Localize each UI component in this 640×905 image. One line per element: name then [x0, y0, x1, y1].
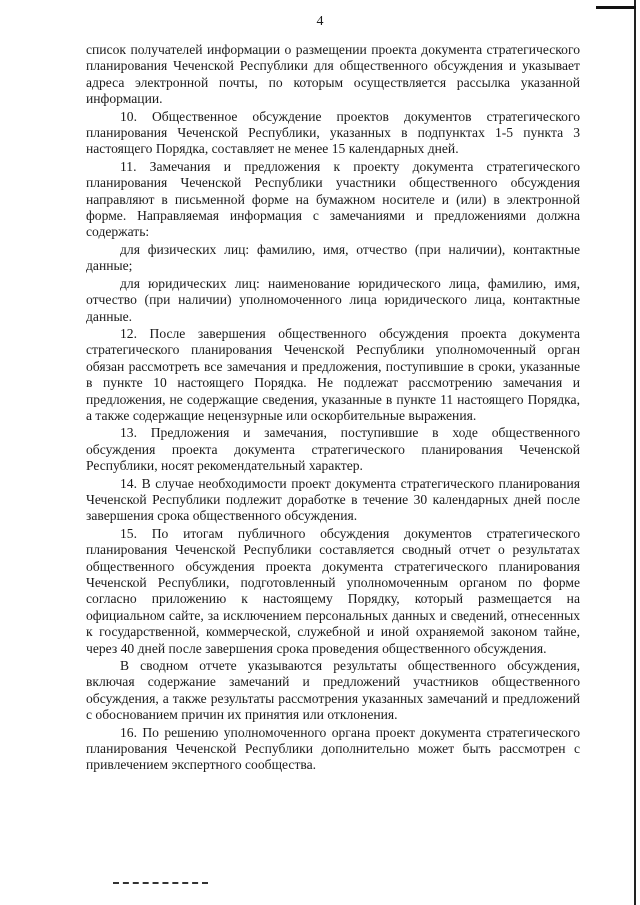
- paragraph-11: 11. Замечания и предложения к проекту документа стратегического планирования Чеченской Республики участники общественного обсуждения направляют в письменной форме на бумажном носителе и (или) в электронной форме. Направляемая информация с замечаниями и предложениями должна содержать:: [86, 158, 580, 240]
- paragraph-10: 10. Общественное обсуждение проектов документов стратегического планирования Чеченской Республики, указанных в подпунктах 1-5 пункта 3 настоящего Порядка, составляет не менее 15 календарных дней.: [86, 108, 580, 157]
- paragraph-13: 13. Предложения и замечания, поступившие в ходе общественного обсуждения проекта документа стратегического планирования Чеченской Республики, носят рекомендательный характер.: [86, 425, 580, 474]
- page-number: 4: [316, 14, 324, 29]
- paragraph-recipients-list: список получателей информации о размещении проекта документа стратегического планирования Чеченской Республики для общественного обсуждения и указывает адреса электронной почты, по которым осуществляется рассылка указанной информации.: [86, 42, 580, 107]
- paragraph-15: 15. По итогам публичного обсуждения документов стратегического планирования Чеченской Республики составляется сводный отчет о результатах общественного обсуждения проекта документа стратегического планирования Чеченской Республики, подготовленный уполномоченным органом по форме согласно приложению к настоящему Порядку, который размещается на официальном сайте, за исключением персональных данных и сведений, отнесенных к государственной, коммерческой, служебной и иной охраняемой законом тайне, через 40 дней после завершения срока проведения общественного обсуждения.: [86, 525, 580, 656]
- paragraph-11-legal-entities: для юридических лиц: наименование юридического лица, фамилию, имя, отчество (при наличии) уполномоченного лица юридического лица, контактные данные.: [86, 275, 580, 324]
- paragraph-14: 14. В случае необходимости проект документа стратегического планирования Чеченской Республики подлежит доработке в течение 30 календарных дней после завершения срока общественного обсуждения.: [86, 475, 580, 524]
- paragraph-16: 16. По решению уполномоченного органа проект документа стратегического планирования Чеченской Республики дополнительно может быть рассмотрен с привлечением экспертного сообщества.: [86, 724, 580, 773]
- scan-edge-mark: [596, 6, 636, 9]
- document-body: [86, 42, 580, 774]
- paragraph-11-individuals: для физических лиц: фамилию, имя, отчество (при наличии), контактные данные;: [86, 241, 580, 274]
- paragraph-12: 12. После завершения общественного обсуждения проекта документа стратегического планирования Чеченской Республики уполномоченный орган обязан рассмотреть все замечания и предложения, поступившие в сроки, указанные в пункте 10 настоящего Порядка. Не подлежат рассмотрению замечания и предложения, не содержащие сведения, указанные в пункте 11 настоящего Порядка, а также содержащие нецензурные или оскорбительные выражения.: [86, 325, 580, 423]
- footer-dashed-rule: [113, 882, 208, 884]
- paragraph-15-report-contents: В сводном отчете указываются результаты общественного обсуждения, включая содержание замечаний и предложений участников общественного обсуждения, а также результаты рассмотрения указанных замечаний и предложений с обоснованием причин их принятия или отклонения.: [86, 658, 580, 723]
- scan-edge-line: [634, 0, 636, 905]
